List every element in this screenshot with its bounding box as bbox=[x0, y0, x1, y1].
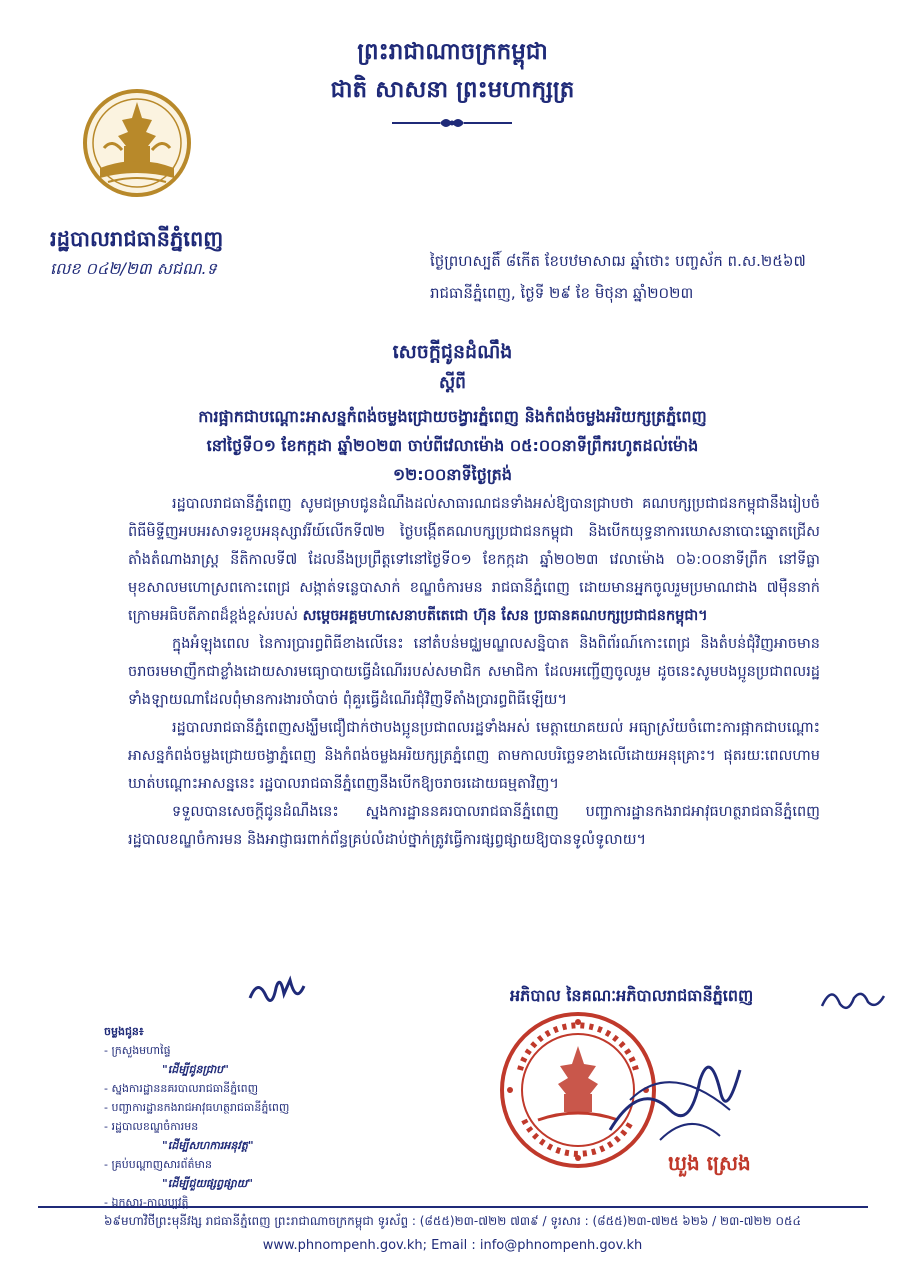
subject-line-1: ការផ្អាកជាបណ្តោះអាសន្នកំពង់ចម្លងជ្រោយចង្វារភ្នំពេញ និងកំពង់ចម្លងអរិយក្សត្រភ្នំពេញ bbox=[198, 407, 707, 426]
paragraph-1-emphasis: សម្តេចអគ្គមហាសេនាបតីតេជោ ហ៊ុន សែន ប្រធានគណបក្សប្រជាជនកម្ពុជា។ bbox=[302, 608, 708, 624]
subject-line-3: ១២:០០នាទីថ្ងៃត្រង់ bbox=[393, 465, 512, 484]
footer-divider bbox=[38, 1206, 868, 1208]
signature-initial-icon bbox=[818, 980, 888, 1016]
lunar-date: ថ្ងៃព្រហស្បតិ៍ ៨កើត ខែបឋមាសាឍ ឆ្នាំថោះ បញ្ចស័ក ព.ស.២៥៦៧ bbox=[430, 252, 806, 270]
issuing-authority: រដ្ឋបាលរាជធានីភ្នំពេញ bbox=[50, 227, 224, 251]
copy-to-item: - រដ្ឋបាលខណ្ឌចំការមន bbox=[104, 1120, 199, 1133]
handwritten-signature-icon bbox=[600, 1040, 750, 1150]
paragraph-1 bbox=[128, 490, 820, 630]
solar-date: រាជធានីភ្នំពេញ, ថ្ងៃទី ២៩ ខែ មិថុនា ឆ្នាំ២០២៣ bbox=[430, 284, 694, 302]
signatory-title: អភិបាល នៃគណៈអភិបាលរាជធានីភ្នំពេញ bbox=[510, 986, 754, 1005]
copy-to-item: - បញ្ជាការដ្ឋានកងរាជអាវុធហត្ថរាជធានីភ្នំពេញ bbox=[104, 1101, 290, 1114]
handwritten-initial-icon bbox=[246, 968, 316, 1018]
notice-about: ស្តីពី bbox=[439, 373, 466, 393]
copy-to-item: - គ្រប់បណ្តាញសារព័ត៌មាន bbox=[104, 1158, 212, 1171]
copy-to-purpose: "ដើម្បីសហការអនុវត្ត" bbox=[162, 1139, 254, 1152]
subject-line-2: នៅថ្ងៃទី០១ ខែកក្កដា ឆ្នាំ២០២៣ ចាប់ពីវេលាម៉ោង ០៥:០០នាទីព្រឹករហូតដល់ម៉ោង bbox=[206, 436, 699, 455]
notice-body bbox=[128, 490, 820, 854]
copy-to-purpose: "ដើម្បីជួយផ្សព្វផ្សាយ" bbox=[162, 1177, 253, 1190]
footer-contact: www.phnompenh.gov.kh; Email : info@phnompenh.gov.kh bbox=[262, 1238, 643, 1253]
reference-number: លេខ ០៤២/២៣ សជណ.ទ bbox=[50, 259, 217, 278]
notice-subject bbox=[90, 402, 815, 489]
notice-title: សេចក្តីជូនដំណឹង bbox=[392, 341, 513, 363]
paragraph-1-text: រដ្ឋបាលរាជធានីភ្នំពេញ សូមជម្រាបជូនដំណឹងដល់សាធារណជនទាំងអស់ឱ្យបានជ្រាបថា គណបក្សប្រជាជនកម្ពុជានឹងរៀបចំពិធីមិទ្ទីញអបអរសាទរខួបអនុស្សាវរីយ៍លើកទី៧២ ថ្ងៃបង្កើតគណបក្សប្រជាជនកម្ពុជា និងបើកយុទ្ធនាការឃោសនាបោះឆ្នោតជ្រើសតាំងតំណាងរាស្ត្រ នីតិកាលទី៧ ដែលនឹងប្រព្រឹត្តទៅនៅថ្ងៃទី០១ ខែកក្កដា ឆ្នាំ២០២៣ វេលាម៉ោង ០៦:០០នាទីព្រឹក នៅទីធ្លាមុខសាលមហោស្រពកោះពេជ្រ សង្កាត់ទន្លេបាសាក់ ខណ្ឌចំការមន រាជធានីភ្នំពេញ ដោយមានអ្នកចូលរួមប្រមាណជាង ៧ម៉ឺននាក់ ក្រោមអធិបតីភាពដ៏ខ្ពង់ខ្ពស់របស់ bbox=[128, 496, 820, 624]
phnom-penh-emblem-icon bbox=[82, 88, 192, 198]
copy-to-item: - ឯកសារ-កាលប្បវត្តិ bbox=[104, 1196, 189, 1209]
copy-to-item: - ស្នងការដ្ឋាននគរបាលរាជធានីភ្នំពេញ bbox=[104, 1082, 259, 1095]
divider-ornament-icon bbox=[392, 114, 512, 132]
kingdom-heading: ព្រះរាជាណាចក្រកម្ពុជា bbox=[357, 39, 548, 65]
paragraph-3: រដ្ឋបាលរាជធានីភ្នំពេញសង្ឃឹមជឿជាក់ថាបងប្អូនប្រជាពលរដ្ឋទាំងអស់ មេត្តាយោគយល់ អធ្យាស្រ័យចំពោះការផ្អាកជាបណ្តោះអាសន្នកំពង់ចម្លងជ្រោយចង្វាភ្នំពេញ និងកំពង់ចម្លងអរិយក្សត្រភ្នំពេញ តាមកាលបរិច្ឆេទខាងលើដោយអនុគ្រោះ។ ផុតរយៈពេលហាមឃាត់បណ្តោះអាសន្ននេះ រដ្ឋបាលរាជធានីភ្នំពេញនឹងបើកឱ្យចរាចរដោយធម្មតាវិញ។ bbox=[128, 720, 820, 792]
copy-to-item: - ក្រសួងមហាផ្ទៃ bbox=[104, 1044, 171, 1057]
paragraph-4: ទទួលបានសេចក្តីជូនដំណឹងនេះ ស្នងការដ្ឋាននគរបាលរាជធានីភ្នំពេញ បញ្ជាការដ្ឋានកងរាជអាវុធហត្ថរាជធានីភ្នំពេញ រដ្ឋបាលខណ្ឌចំការមន និងអាជ្ញាធរពាក់ព័ន្ធគ្រប់លំដាប់ថ្នាក់ត្រូវធ្វើការផ្សព្វផ្សាយឱ្យបានទូលំទូលាយ។ bbox=[128, 804, 820, 848]
copy-to-heading: ចម្លងជូន៖ bbox=[104, 1025, 144, 1038]
signatory-name: ឃួង ស្រេង bbox=[668, 1151, 751, 1175]
footer-address: ៦៩មហាវិថីព្រះមុនីវង្ស រាជធានីភ្នំពេញ ព្រះរាជាណាចក្រកម្ពុជា ទូរស័ព្ទ : (៨៥៥)២៣-៧២២ ៧៣៩ / ទូរសារ : (៨៥៥)២៣-៧២៥ ៦២៦ / ២៣-៧២២ ០៥៤ bbox=[104, 1214, 801, 1228]
copy-to-purpose: "ដើម្បីជូនជ្រាប" bbox=[162, 1063, 229, 1076]
national-motto: ជាតិ សាសនា ព្រះមហាក្សត្រ bbox=[330, 77, 575, 103]
paragraph-2: ក្នុងអំឡុងពេល នៃការប្រារព្ធពិធីខាងលើនេះ នៅតំបន់មជ្ឈមណ្ឌលសន្និបាត និងពិព័រណ៍កោះពេជ្រ និងតំបន់ជុំវិញអាចមានចរាចរមមាញឹកជាខ្លាំងដោយសារមធ្យោបាយធ្វើដំណើររបស់សមាជិក សមាជិកា ដែលអញ្ជើញចូលរួម ដូចនេះសូមបងប្អូនប្រជាពលរដ្ឋទាំងឡាយណាដែលពុំមានការងារចាំបាច់ ពុំគួរធ្វើដំណើរជុំវិញទីតាំងប្រារព្ធពិធីឡើយ។ bbox=[128, 636, 820, 708]
copy-to-list bbox=[104, 1022, 289, 1212]
